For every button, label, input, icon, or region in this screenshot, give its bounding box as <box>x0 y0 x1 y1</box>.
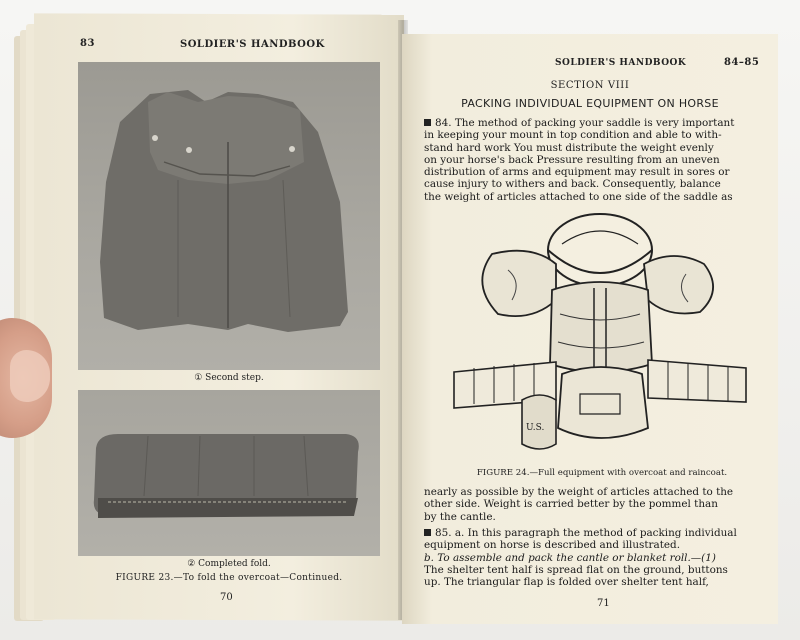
coat-photo-top <box>78 62 380 370</box>
completed-fold-illustration <box>78 390 380 556</box>
paragraph-84-line: 84. The method of packing your saddle is very important <box>424 117 760 129</box>
photo-top-caption: ① Second step. <box>194 373 264 383</box>
paragraph-84-continued <box>424 486 760 523</box>
paragraph-85 <box>424 527 760 588</box>
figure-23-caption: FIGURE 23.—To fold the overcoat—Continued. <box>115 573 343 583</box>
paragraph-85-line: up. The triangular flap is folded over shelter tent half, <box>424 576 709 589</box>
left-page-number: 70 <box>220 592 233 603</box>
continued-line: nearly as possible by the weight of articles attached to the <box>424 486 734 498</box>
continued-line: other side. Weight is carried better by the pommel than <box>424 498 718 511</box>
figure-24-caption: FIGURE 24.—Full equipment with overcoat and raincoat. <box>476 468 728 478</box>
right-header-page-numbers: 84–85 <box>724 57 760 68</box>
paragraph-marker-icon <box>424 119 431 126</box>
paragraph-84-line: the weight of articles attached to one side of the saddle as <box>424 190 733 203</box>
paragraph-85-line: equipment on horse is described and illustrated. <box>424 539 680 552</box>
right-header-title: SOLDIER'S HANDBOOK <box>555 58 687 68</box>
paragraph-marker-icon <box>424 529 431 536</box>
coat-photo-bottom <box>78 390 380 556</box>
paragraph-84 <box>424 117 760 203</box>
left-header-title: SOLDIER'S HANDBOOK <box>180 39 325 50</box>
continued-line: by the cantle. <box>424 510 496 523</box>
paragraph-85-line: 85. a. In this paragraph the method of packing individual <box>424 527 760 539</box>
paragraph-84-line: on your horse's back Pressure resulting from an uneven <box>424 153 720 166</box>
canteen-label: U.S. <box>526 423 545 433</box>
section-number: SECTION VIII <box>550 80 630 91</box>
paragraph-85-line: b. To assemble and pack the cantle or blanket roll.—(1) <box>424 551 716 564</box>
photo-bottom-caption: ② Completed fold. <box>187 559 271 569</box>
paragraph-85-line: The shelter tent half is spread flat on the ground, buttons <box>424 563 728 576</box>
right-page-number: 71 <box>597 598 610 609</box>
paragraph-84-line: distribution of arms and equipment may result in sores or <box>424 166 730 179</box>
paragraph-84-line: cause injury to withers and back. Consequently, balance <box>424 178 721 191</box>
paragraph-84-line: stand hard work You must distribute the weight evenly <box>424 141 714 154</box>
overcoat-second-step-illustration <box>78 62 380 370</box>
section-heading: PACKING INDIVIDUAL EQUIPMENT ON HORSE <box>461 97 719 110</box>
left-header-page-number: 83 <box>80 38 95 49</box>
paragraph-84-line: in keeping your mount in top condition and able to with- <box>424 129 722 142</box>
equipment-on-horse-illustration <box>452 204 752 466</box>
